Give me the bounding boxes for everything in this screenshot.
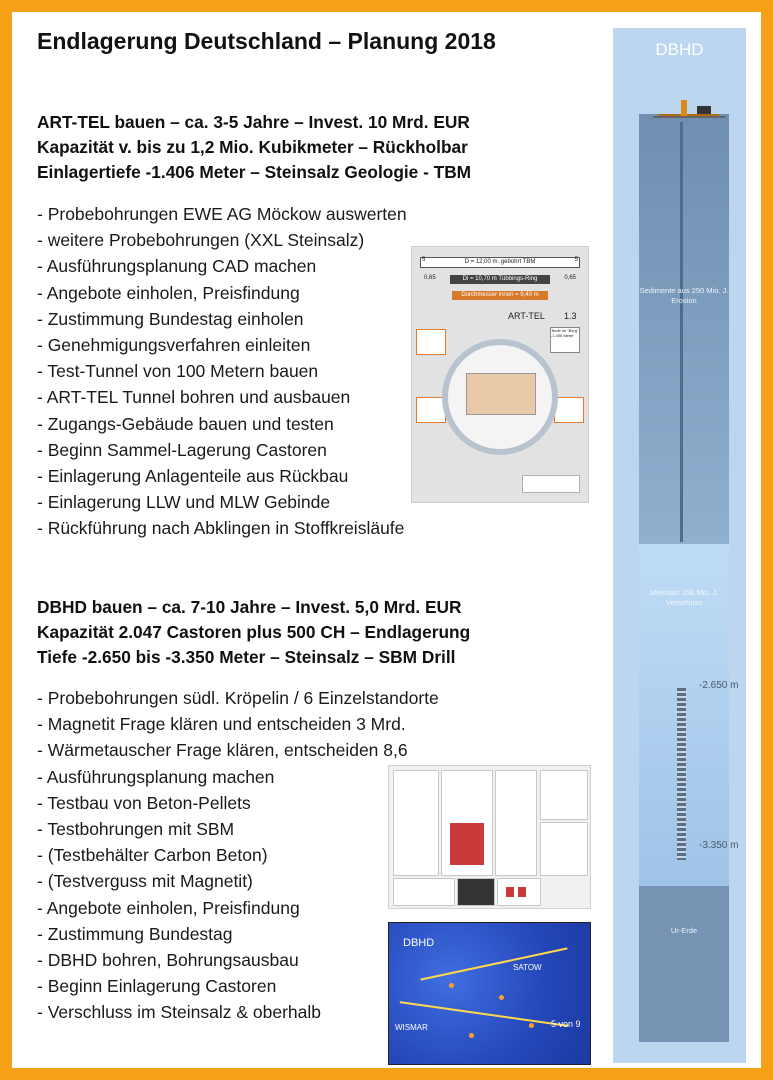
castor-mark (518, 887, 526, 897)
list-item: - Beginn Sammel-Lagerung Castoren (37, 439, 327, 460)
list-item: - Wärmetauscher Frage klären, entscheiden 8,6 (37, 740, 408, 761)
art-tel-cross-section-image (411, 246, 589, 503)
drawing-panel (497, 878, 541, 906)
list-item: - Probebohrungen südl. Kröpelin / 6 Einzelstandorte (37, 688, 439, 708)
dbhd-heading (37, 595, 470, 670)
drill-rig-icon (653, 98, 725, 122)
list-item: - Angebote einholen, Preisfindung (37, 282, 300, 303)
salt-label: Steinsalz 250 Mio. J. Verschluss (649, 588, 719, 607)
dbhd-heading-line-3: Tiefe -2.650 bis -3.350 Meter – Steinsalz – SBM Drill (37, 647, 456, 667)
tubbing-ring-bar: Di = 10,70 m Tübbings-Ring (450, 275, 550, 284)
corner-number: 5 (422, 257, 426, 263)
list-item: - Testbohrungen mit SBM (37, 819, 235, 840)
map-road (420, 947, 567, 980)
tunnel-inner-equipment (466, 373, 536, 415)
borehole-shaft (680, 122, 683, 542)
castor-mark (506, 887, 514, 897)
list-item: - Ausführungsplanung machen (37, 766, 275, 787)
list-item: - Rückführung nach Abklingen in Stoffkreisläufe (37, 518, 405, 539)
dbhd-heading-line-1: DBHD bauen – ca. 7-10 Jahre – Invest. 5,0 Mrd. EUR (37, 597, 462, 617)
art-tel-task-list (37, 201, 407, 542)
sediment-label: Sedimente aus 250 Mio. J. Erosion (639, 286, 729, 305)
right-dimension: 0,65 (564, 275, 576, 281)
list-item: - Test-Tunnel von 100 Metern bauen (37, 361, 319, 382)
list-item: - weitere Probebohrungen (XXL Steinsalz) (37, 230, 365, 251)
art-tel-version: 1.3 (564, 311, 577, 321)
ur-erde-label: Ur-Erde (670, 926, 698, 935)
map-site-dot (449, 983, 454, 988)
drawing-panel (540, 822, 588, 876)
left-dimension: 0,65 (424, 275, 436, 281)
art-tel-heading (37, 110, 471, 185)
list-item: - Zustimmung Bundestag (37, 923, 233, 944)
corner-number: 5 (574, 257, 578, 263)
drawing-panel (393, 770, 439, 876)
list-item: - Einlagerung LLW und MLW Gebinde (37, 492, 331, 513)
dbhd-heading-line-2: Kapazität 2.047 Castoren plus 500 CH – Endlagerung (37, 622, 471, 642)
geology-column (613, 28, 746, 1063)
list-item: - Einlagerung Anlagenteile aus Rückbau (37, 466, 349, 487)
list-item: - Verschluss im Steinsalz & oberhalb (37, 1002, 322, 1023)
map-site-dot (469, 1033, 474, 1038)
sediment-layer (639, 114, 729, 544)
castor-zone (450, 823, 484, 865)
drawing-panel (495, 770, 537, 876)
tunnel-circle (442, 339, 558, 455)
geology-note (416, 329, 446, 355)
temperature-note (554, 397, 584, 423)
dbhd-drawing-image (388, 765, 591, 909)
list-item: - Angebote einholen, Preisfindung (37, 897, 300, 918)
company-logo (522, 475, 580, 493)
art-tel-heading-line-3: Einlagertiefe -1.406 Meter – Steinsalz Geologie - TBM (37, 162, 472, 182)
list-item: - Zustimmung Bundestag einholen (37, 308, 304, 329)
map-site-dot (499, 995, 504, 1000)
list-item: - Genehmigungsverfahren einleiten (37, 335, 311, 356)
list-item: - Probebohrungen EWE AG Möckow auswerten (37, 204, 407, 224)
map-site-dot (529, 1023, 534, 1028)
page-title: Endlagerung Deutschland – Planung 2018 (37, 28, 496, 54)
drawing-panel (393, 878, 455, 906)
castor-stack (677, 688, 686, 860)
dbhd-location-map (388, 922, 591, 1065)
ur-erde-layer (639, 886, 729, 1042)
tbm-diameter-bar: D = 12,00 m. gebohrt TBM (420, 257, 580, 268)
list-item: - ART-TEL Tunnel bohren und ausbauen (37, 387, 351, 408)
depth-label-bottom: -3.350 m (699, 840, 739, 851)
page (12, 12, 761, 1068)
art-tel-name: ART-TEL (508, 311, 545, 321)
drawing-panel (540, 770, 588, 820)
list-item: - Magnetit Frage klären und entscheiden 3 Mrd. (37, 714, 406, 735)
map-town-satow: SATOW (513, 963, 542, 972)
list-item: - Testbau von Beton-Pellets (37, 792, 251, 813)
list-item: - Ausführungsplanung CAD machen (37, 256, 317, 277)
depth-note: Teufe im "Berg" -1.406 Meter (550, 327, 580, 353)
list-item: - DBHD bohren, Bohrungsausbau (37, 950, 299, 971)
list-item: - Beginn Einlagerung Castoren (37, 976, 277, 997)
art-tel-heading-line-1: ART-TEL bauen – ca. 3-5 Jahre – Invest. 10 Mrd. EUR (37, 112, 470, 132)
inner-diameter-bar: Durchmesser innen = 9,40 m (452, 291, 548, 300)
drawing-panel (441, 770, 493, 876)
map-page-number: 5 von 9 (551, 1019, 581, 1029)
column-title: DBHD (655, 40, 704, 59)
drawing-photo (457, 878, 495, 906)
list-item: - Zugangs-Gebäude bauen und testen (37, 413, 334, 434)
art-tel-heading-line-2: Kapazität v. bis zu 1,2 Mio. Kubikmeter – Rückholbar (37, 137, 468, 157)
map-town-wismar: WISMAR (395, 1023, 428, 1032)
map-title: DBHD (403, 937, 435, 949)
list-item: - (Testverguss mit Magnetit) (37, 871, 253, 892)
dbhd-task-list (37, 685, 439, 1026)
depth-label-top: -2.650 m (699, 680, 739, 691)
list-item: - (Testbehälter Carbon Beton) (37, 845, 268, 866)
